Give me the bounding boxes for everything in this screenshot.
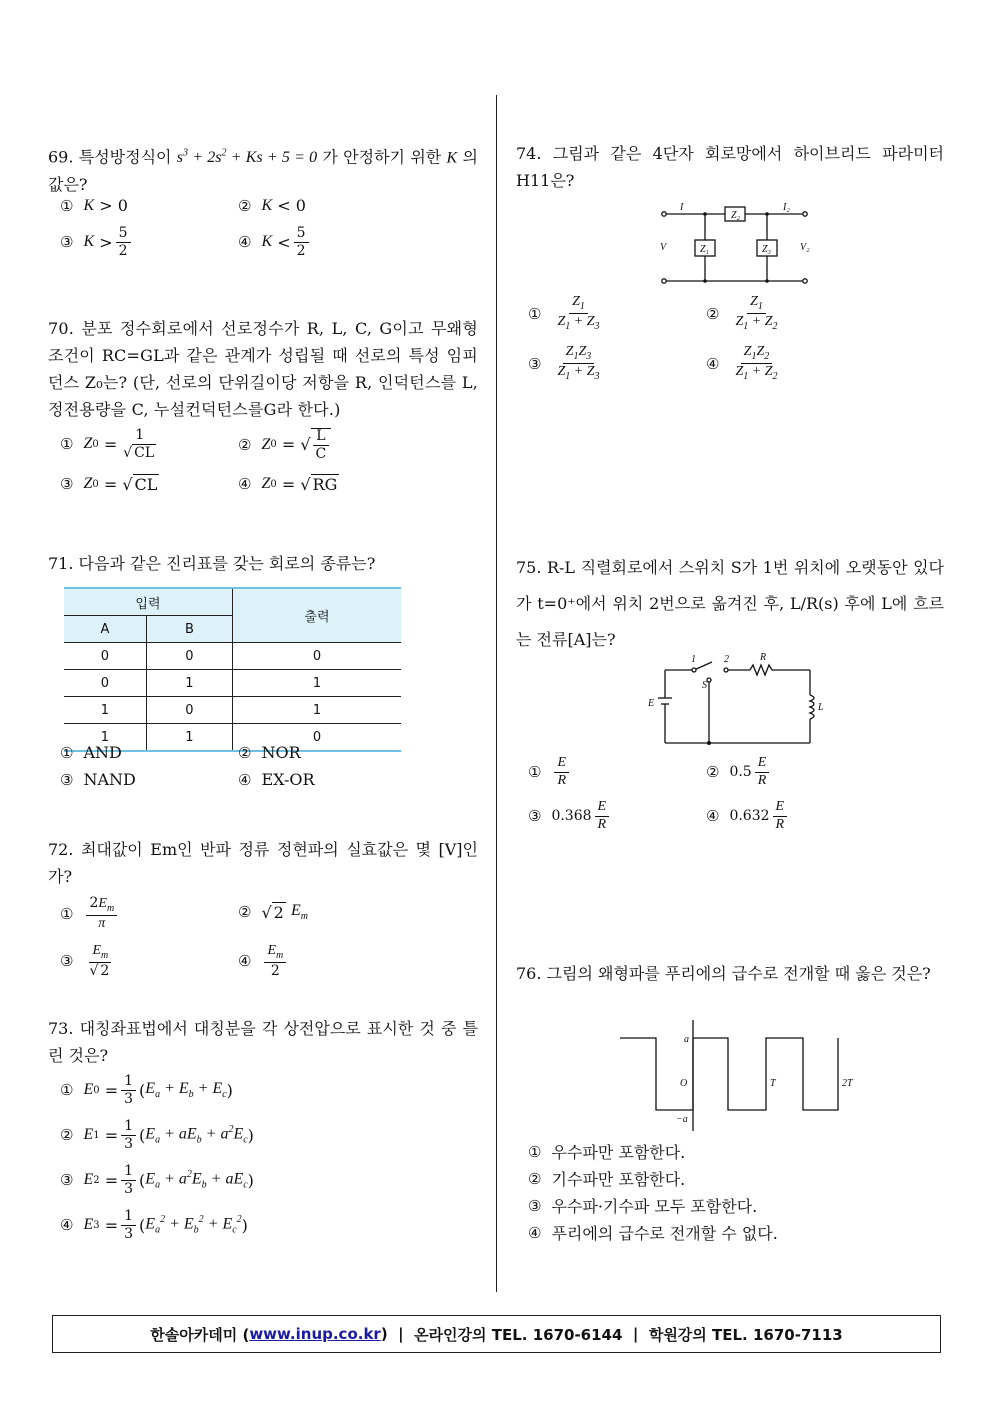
truth-table: [64, 587, 401, 752]
square-wave-diagram: [618, 1018, 868, 1133]
svg-text:L: L: [818, 702, 824, 713]
svg-text:−a: −a: [676, 1114, 688, 1125]
q69-prefix: 69. 특성방정식이: [48, 147, 177, 167]
q69-suffix: 가 안정하기 위한: [322, 147, 447, 167]
q74-option-2[interactable]: ② $\frac{Z_1}{Z_1 + Z_2}$: [706, 294, 778, 333]
q72-option-1[interactable]: ① $\frac{2E_m}{\pi}$: [60, 896, 120, 932]
svg-text:a: a: [684, 1034, 689, 1045]
q72-option-2[interactable]: ② √ 2 $E_m$: [238, 902, 308, 923]
online-phone: 온라인강의 TEL. 1670-6144: [414, 1325, 623, 1344]
q72-option-4[interactable]: ④ $\frac{E_m}{2}$: [238, 944, 289, 979]
q76-option-3[interactable]: ③ 우수파·기수파 모두 포함한다.: [528, 1196, 758, 1216]
table-header-a: A: [64, 616, 146, 643]
q75-option-4[interactable]: ④ 0.632 $\frac{E}{R}$: [706, 800, 790, 832]
q69-equation: $s^3 + 2s^2 + Ks + 5 = 0$: [176, 148, 318, 167]
table-row: 1 0 1: [64, 697, 401, 724]
q73-option-1[interactable]: ① E 0 = $\frac{1}{3}$ ( $E_a + E_b + E_c$ ): [60, 1073, 233, 1107]
svg-text:T: T: [770, 1078, 776, 1089]
q69-var: K: [446, 149, 458, 167]
q76-option-4[interactable]: ④ 푸리에의 급수로 전개할 수 없다.: [528, 1223, 778, 1243]
column-divider: [496, 95, 497, 1292]
question-70: 70. 분포 정수회로에서 선로정수가 R, L, C, G이고 무왜형 조건이 RC=GL과 같은 관계가 성립될 때 선로의 특성 임피던스 Z₀는? (단, 선로의 단위길이당 저항을 R, 인덕턴스를 L, 정전용량을 C, 누설컨덕턴스를G라 한다.): [48, 319, 478, 419]
q76-option-2[interactable]: ② 기수파만 포함한다.: [528, 1169, 686, 1189]
svg-text:1: 1: [691, 654, 696, 665]
svg-text:Z₂: Z₂: [731, 210, 741, 221]
academy-link[interactable]: www.inup.co.kr: [249, 1325, 381, 1343]
q69-option-1[interactable]: ① K > 0: [60, 196, 128, 215]
q72-option-3[interactable]: ③ $\frac{E_m}{√ 2}$: [60, 943, 110, 980]
rl-circuit-diagram: [642, 650, 832, 750]
table-row: 0 0 0: [64, 643, 401, 670]
q74-option-4[interactable]: ④ $\frac{Z_1Z_2}{Z_1 + Z_2}$: [706, 344, 778, 383]
q71-option-1[interactable]: ① AND: [60, 743, 122, 762]
svg-text:V: V: [660, 242, 667, 253]
q74-option-3[interactable]: ③ $\frac{Z_1Z_3}{Z_1 + Z_3}$: [528, 344, 600, 383]
q73-option-2[interactable]: ② E 1 = $\frac{1}{3}$ ( $E_a + aE_b + a^2E_c$ ): [60, 1118, 254, 1152]
two-port-network-diagram: [655, 196, 815, 288]
svg-text:S: S: [702, 680, 707, 691]
question-74: 74. 그림과 같은 4단자 회로망에서 하이브리드 파라미터 H11은?: [516, 144, 944, 190]
q69-option-2[interactable]: ② K < 0: [238, 196, 306, 215]
svg-text:Z₃: Z₃: [762, 244, 772, 255]
question-75: 75. R-L 직렬회로에서 스위치 S가 1번 위치에 오랫동안 있다가 t=0⁺에서 위치 2번으로 옮겨진 후, L/R(s) 후에 L에 흐르는 전류[A]는?: [516, 558, 944, 649]
q70-option-1[interactable]: ① Z 0 = $\frac{1}{√ CL}$: [60, 427, 155, 461]
q71-option-2[interactable]: ② NOR: [238, 743, 301, 762]
q69-option-4[interactable]: ④ K < $\frac{5}{2}$: [238, 226, 312, 258]
q73-option-3[interactable]: ③ E 2 = $\frac{1}{3}$ ( $E_a + a^2E_b + aE_c$ ): [60, 1163, 254, 1197]
question-76: 76. 그림의 왜형파를 푸리에의 급수로 전개할 때 옳은 것은?: [516, 964, 931, 983]
table-row: 0 1 1: [64, 670, 401, 697]
svg-text:E: E: [648, 698, 655, 709]
question-69: [48, 140, 478, 198]
q75-option-2[interactable]: ② 0.5 $\frac{E}{R}$: [706, 756, 772, 788]
q71-option-3[interactable]: ③ NAND: [60, 770, 136, 789]
question-72: 72. 최대값이 Em인 반파 정류 정현파의 실효값은 몇 [V]인가?: [48, 840, 478, 886]
q70-option-3[interactable]: ③ Z 0 = √ CL: [60, 474, 158, 494]
table-header-input: 입력: [64, 588, 232, 616]
q73-option-4[interactable]: ④ E 3 = $\frac{1}{3}$ ( $E_a^2 + E_b^2 + E_c^2$ ): [60, 1208, 248, 1242]
svg-text:R: R: [760, 652, 767, 663]
q69-option-3[interactable]: ③ K > $\frac{5}{2}$: [60, 226, 134, 258]
footer: 한솔아카데미 ( www.inup.co.kr ) | 온라인강의 TEL. 1670-6144 | 학원강의 TEL. 1670-7113: [52, 1315, 941, 1353]
svg-text:O: O: [680, 1078, 688, 1089]
table-row: 1 1 0: [64, 724, 401, 752]
q71-option-4[interactable]: ④ EX-OR: [238, 770, 315, 789]
svg-text:V₂: V₂: [800, 242, 810, 253]
svg-text:I₂: I₂: [783, 202, 790, 213]
question-73: 73. 대칭좌표법에서 대칭분을 각 상전압으로 표시한 것 중 틀린 것은?: [48, 1019, 478, 1065]
q69-suffix2: 의 값은?: [48, 147, 478, 195]
q75-option-3[interactable]: ③ 0.368 $\frac{E}{R}$: [528, 800, 612, 832]
svg-text:2T: 2T: [842, 1078, 853, 1089]
question-71: 71. 다음과 같은 진리표를 갖는 회로의 종류는?: [48, 554, 376, 573]
svg-text:Z₁: Z₁: [700, 244, 710, 255]
svg-text:I: I: [680, 202, 684, 213]
q74-option-1[interactable]: ① $\frac{Z_1}{Z_1 + Z_3}$: [528, 294, 600, 333]
q70-option-2[interactable]: ② Z 0 = √ $\frac{L}{C}$: [238, 428, 334, 461]
offline-phone: 학원강의 TEL. 1670-7113: [648, 1325, 843, 1344]
q75-option-1[interactable]: ① $\frac{E}{R}$: [528, 756, 572, 788]
q76-option-1[interactable]: ① 우수파만 포함한다.: [528, 1142, 686, 1162]
q70-option-4[interactable]: ④ Z 0 = √ RG: [238, 474, 338, 494]
table-header-output: 출력: [232, 588, 401, 643]
svg-text:2: 2: [724, 654, 729, 665]
table-header-b: B: [146, 616, 232, 643]
